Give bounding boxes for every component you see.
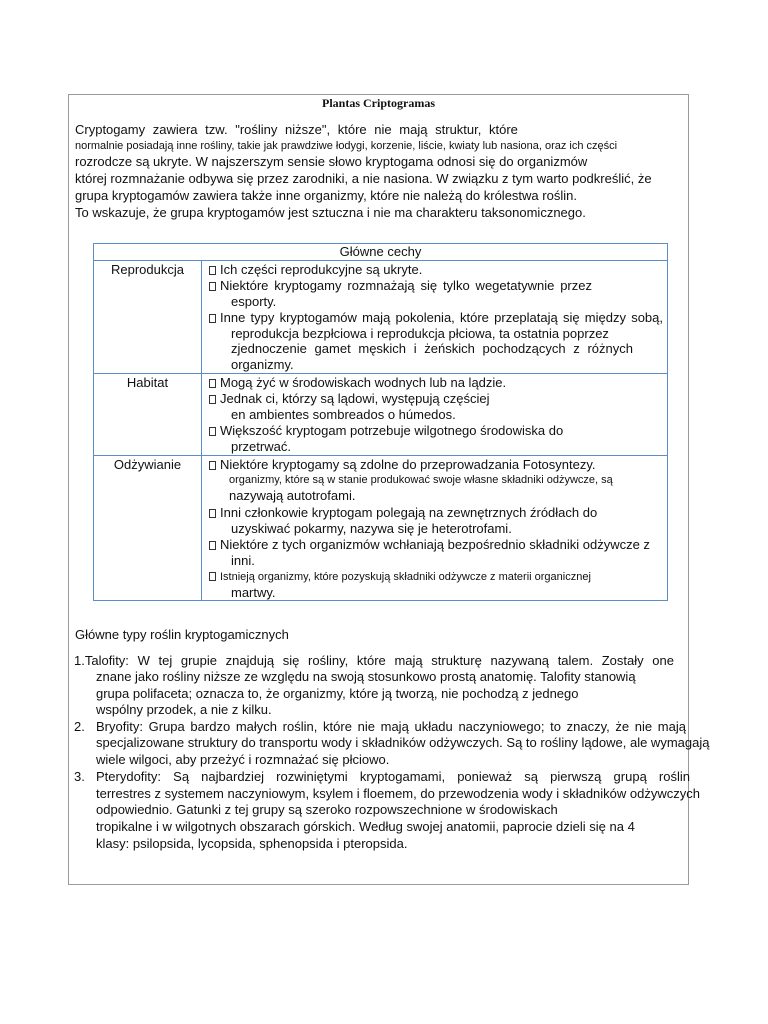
intro-line-2: normalnie posiadają inne rośliny, takie jak prawdziwe łodygi, korzenie, liście, kwiaty lub nasiona, oraz ich części (75, 140, 618, 152)
intro-word: które (489, 122, 518, 137)
table-divider (94, 455, 667, 456)
intro-word: nie (374, 122, 392, 137)
list-item-1-line: 1.Talofity: W tej grupie znajdują się rośliny, które mają strukturę nazywaną talem. Zostały one (74, 653, 674, 668)
table-bullet (209, 278, 592, 294)
bullet-box-icon (209, 266, 216, 275)
bullet-text: Niektóre z tych organizmów wchłaniają bezpośrednio składniki odżywcze z (220, 537, 650, 552)
bullet-text: Jednak ci, którzy są lądowi, występują częściej (220, 391, 490, 406)
table-bullet (209, 375, 506, 391)
bullet-text: Inne typy kryptogamów mają pokolenia, które przeplatają się między sobą, (220, 310, 663, 325)
bullet-box-icon (209, 541, 216, 550)
document-frame (68, 94, 710, 885)
bullet-box-icon (209, 379, 216, 388)
table-bullet (209, 423, 563, 439)
list-item-1-line: wspólny przodek, a nie z kilku. (96, 702, 272, 717)
table-bullet (209, 391, 490, 407)
list-marker-3: 3. (74, 769, 85, 784)
intro-line-1 (75, 122, 518, 138)
table-bullet (209, 262, 422, 278)
bullet-text: Niektóre kryptogamy rozmnażają się tylko wegetatywnie przez (220, 278, 592, 293)
table-bullet (209, 537, 650, 553)
bullet-continuation: esporty. (231, 294, 277, 309)
list-item-3-line: Pterydofity: Są najbardziej rozwiniętymi kryptogamami, ponieważ są pierwszą grupą roślin (96, 769, 690, 784)
table-bullet (209, 457, 596, 473)
bullet-text: Ich części reprodukcyjne są ukryte. (220, 262, 423, 277)
bullet-continuation: en ambientes sombreados o húmedos. (231, 407, 456, 422)
intro-word: struktur, (435, 122, 482, 137)
bullet-continuation: zjednoczenie gamet męskich i żeńskich pochodzących z różnych (231, 341, 633, 356)
intro-word: Cryptogamy (75, 122, 146, 137)
table-bullet (209, 310, 663, 326)
intro-line-6: To wskazuje, że grupa kryptogamów jest sztuczna i nie ma charakteru taksonomicznego. (75, 205, 586, 220)
features-table (93, 243, 668, 601)
table-divider (94, 260, 667, 261)
list-item-3-line: odpowiednio. Gatunki z tej grupy są szeroko rozpowszechnione w środowiskach (96, 802, 558, 817)
bullet-box-icon (209, 509, 216, 518)
types-heading: Główne typy roślin kryptogamicznych (75, 627, 289, 642)
bullet-continuation: organizmy. (231, 357, 294, 372)
intro-word: zawiera (152, 122, 198, 137)
bullet-box-icon (209, 461, 216, 470)
table-bullet (209, 569, 591, 585)
bullet-continuation: nazywają autotrofami. (229, 488, 356, 503)
intro-word: mają (399, 122, 428, 137)
row-label-habitat: Habitat (126, 375, 169, 390)
bullet-text: Istnieją organizmy, które pozyskują składniki odżywcze z materii organicznej (220, 571, 591, 583)
bullet-continuation: przetrwać. (231, 439, 291, 454)
table-column-divider (201, 260, 202, 600)
table-bullet (209, 505, 597, 521)
intro-line-3: rozrodcze są ukryte. W najszerszym sensie słowo kryptogama odnosi się do organizmów (75, 154, 588, 169)
table-divider (94, 373, 667, 374)
bullet-box-icon (209, 282, 216, 291)
list-item-3-line: terrestres z systemem naczyniowym, ksylem i floemem, do przewodzenia wody i składników odżywczych (96, 786, 700, 801)
list-marker-2: 2. (74, 719, 85, 734)
intro-word: "rośliny (235, 122, 278, 137)
bullet-box-icon (209, 572, 216, 581)
row-label-reprodukcja: Reprodukcja (111, 262, 184, 277)
list-item-2-line: specjalizowane struktury do transportu wody i składników odżywczych. Są to rośliny lądowe, ale wymagają (96, 735, 710, 750)
list-item-2-line: wiele wilgoci, aby przeżyć i rozmnażać się płciowo. (96, 752, 390, 767)
intro-word: niższe", (285, 122, 331, 137)
bullet-text: Mogą żyć w środowiskach wodnych lub na lądzie. (220, 375, 507, 390)
list-item-3-line: tropikalne i w wilgotnych obszarach górskich. Według swojej anatomii, paprocie dzieli się na 4 (96, 819, 635, 834)
list-item-3-line: klasy: psilopsida, lycopsida, sphenopsida i pteropsida. (96, 836, 408, 851)
bullet-box-icon (209, 314, 216, 323)
bullet-continuation: organizmy, które są w stanie produkować swoje własne składniki odżywcze, są (229, 474, 613, 486)
intro-line-5: grupa kryptogamów zawiera także inne organizmy, które nie należą do królestwa roślin. (75, 188, 577, 203)
intro-line-4: której rozmnażanie odbywa się przez zarodniki, a nie nasiona. W związku z tym warto podkreślić, że (75, 171, 652, 186)
bullet-box-icon (209, 427, 216, 436)
list-item-1-line: znane jako rośliny niższe ze względu na swoją stosunkowo prostą anatomię. Talofity stanowią (96, 669, 636, 684)
table-header: Główne cechy (339, 244, 422, 259)
bullet-continuation: inni. (231, 553, 255, 568)
bullet-text: Niektóre kryptogamy są zdolne do przeprowadzania Fotosyntezy. (220, 457, 596, 472)
list-item-2-line: Bryofity: Grupa bardzo małych roślin, które nie mają układu naczyniowego; to znaczy, że nie mają (96, 719, 686, 734)
intro-word: które (337, 122, 367, 137)
bullet-text: Większość kryptogam potrzebuje wilgotnego środowiska do (220, 423, 564, 438)
bullet-box-icon (209, 395, 216, 404)
list-item-1-line: grupa polifaceta; oznacza to, że organizmy, które ją tworzą, nie pochodzą z jednego (96, 686, 579, 701)
bullet-continuation: martwy. (231, 585, 276, 600)
intro-word: tzw. (205, 122, 228, 137)
row-label-odzywianie: Odżywianie (113, 457, 182, 472)
bullet-continuation: reprodukcja bezpłciowa i reprodukcja płciowa, ta ostatnia poprzez (231, 326, 609, 341)
bullet-text: Inni członkowie kryptogam polegają na zewnętrznych źródłach do (220, 505, 598, 520)
bullet-continuation: uzyskiwać pokarmy, nazywa się je heterotrofami. (231, 521, 512, 536)
document-title: Plantas Criptogramas (322, 96, 435, 110)
